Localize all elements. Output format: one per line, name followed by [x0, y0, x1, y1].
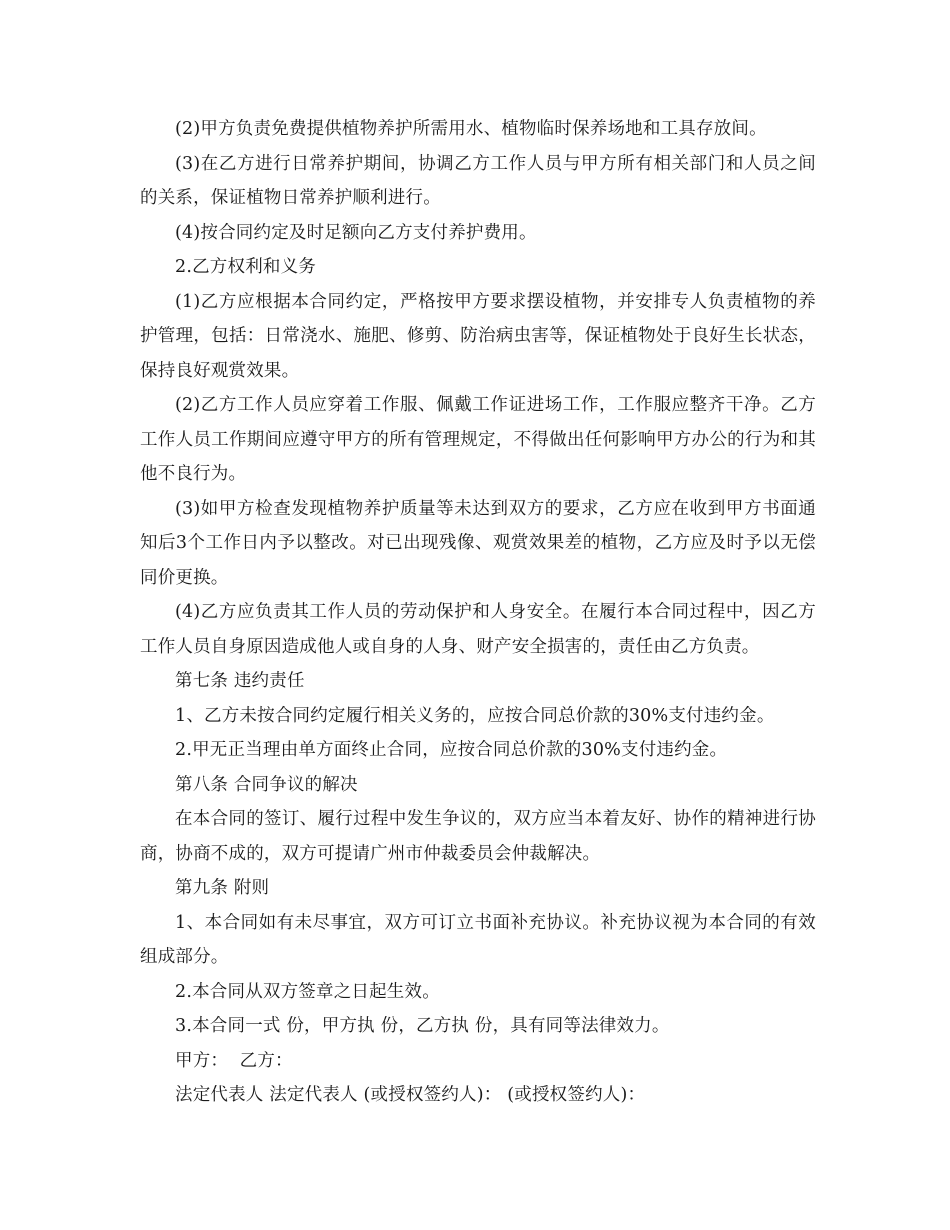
paragraph-jia-payment: (4)按合同约定及时足额向乙方支付养护费用。	[175, 222, 537, 243]
paragraph-jia-coordinate: (3)在乙方进行日常养护期间，协调乙方工作人员与甲方所有相关部门和人员之间的关系，保证植物日常养护顺利进行。	[140, 153, 816, 208]
section-heading-yi-rights: 2.乙方权利和义务	[175, 257, 316, 277]
paragraph-yi-safety: (4)乙方应负责其工作人员的劳动保护和人身安全。在履行本合同过程中，因乙方工作人员自身原因造成他人或自身的人身、财产安全损害的，责任由乙方负责。	[140, 602, 816, 657]
paragraph-dispute: 在本合同的签订、履行过程中发生争议的，双方应当本着友好、协作的精神进行协商，协商不成的，双方可提请广州市仲裁委员会仲裁解决。	[140, 809, 816, 864]
paragraph-breach-jia: 2.甲无正当理由单方面终止合同，应按合同总价款的30%支付违约金。	[175, 740, 728, 760]
paragraph-yi-uniform: (2)乙方工作人员应穿着工作服、佩戴工作证进场工作，工作服应整齐干净。乙方工作人员工作期间应遵守甲方的所有管理规定，不得做出任何影响甲方办公的行为和其他不良行为。	[140, 395, 816, 484]
paragraph-copies: 3.本合同一式 份，甲方执 份，乙方执 份，具有同等法律效力。	[175, 1016, 670, 1036]
paragraph-supplementary-agreement: 1、本合同如有未尽事宜，双方可订立书面补充协议。补充协议视为本合同的有效组成部分。	[140, 912, 816, 967]
signature-representatives: 法定代表人 法定代表人 (或授权签约人)： (或授权签约人)：	[175, 1085, 646, 1105]
signature-parties: 甲方： 乙方：	[175, 1050, 293, 1071]
article-heading-dispute: 第八条 合同争议的解决	[175, 774, 358, 795]
paragraph-breach-yi: 1、乙方未按合同约定履行相关义务的，应按合同总价款的30%支付违约金。	[175, 705, 775, 726]
article-heading-supplementary: 第九条 附则	[175, 878, 270, 898]
document-page	[140, 112, 816, 1113]
paragraph-jia-water: (2)甲方负责免费提供植物养护所需用水、植物临时保养场地和工具存放间。	[175, 119, 767, 139]
article-heading-breach: 第七条 违约责任	[175, 671, 305, 691]
paragraph-yi-rectify: (3)如甲方检查发现植物养护质量等未达到双方的要求，乙方应在收到甲方书面通知后3个工作日内予以整改。对已出现残像、观赏效果差的植物，乙方应及时予以无偿同价更换。	[140, 498, 816, 588]
paragraph-yi-maintenance: (1)乙方应根据本合同约定，严格按甲方要求摆设植物，并安排专人负责植物的养护管理，包括：日常浇水、施肥、修剪、防治病虫害等，保证植物处于良好生长状态，保持良好观赏效果。	[140, 291, 816, 381]
paragraph-effective-date: 2.本合同从双方签章之日起生效。	[175, 981, 440, 1002]
